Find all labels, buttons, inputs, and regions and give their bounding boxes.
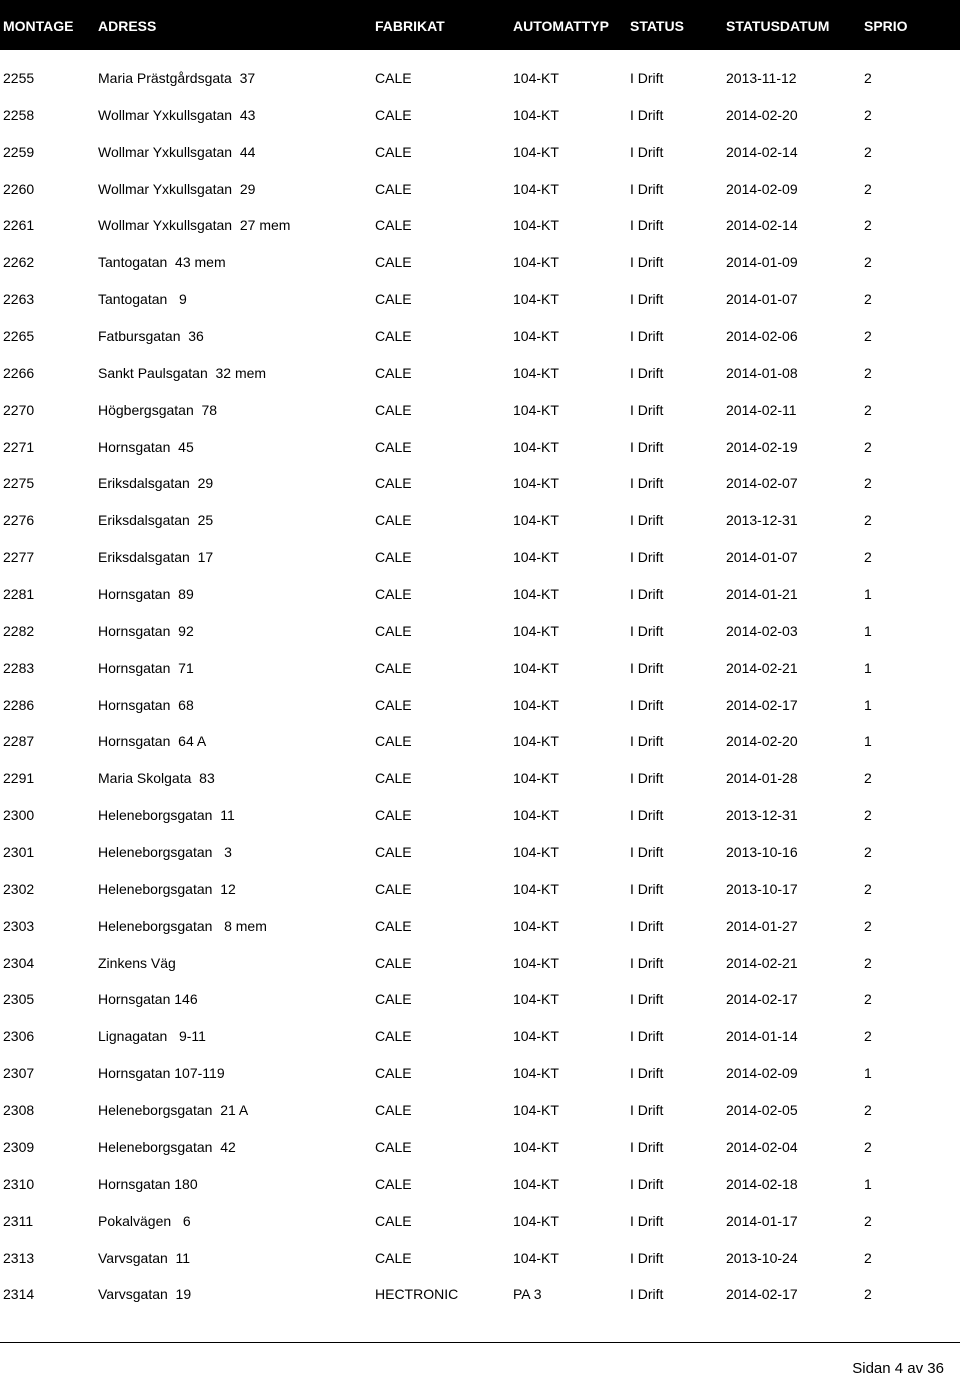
cell-automattyp: 104-KT xyxy=(513,1249,559,1266)
cell-status: I Drift xyxy=(630,438,664,455)
cell-sprio: 2 xyxy=(864,1138,872,1155)
cell-automattyp: 104-KT xyxy=(513,1065,559,1082)
cell-statusdatum: 2014-02-19 xyxy=(726,438,798,455)
cell-automattyp: 104-KT xyxy=(513,770,559,787)
cell-status: I Drift xyxy=(630,622,664,639)
cell-montage: 2258 xyxy=(3,106,35,123)
cell-fabrikat: CALE xyxy=(375,659,412,676)
cell-statusdatum: 2014-01-08 xyxy=(726,364,798,381)
cell-montage: 2265 xyxy=(3,328,35,345)
table-row xyxy=(0,1203,960,1240)
cell-sprio: 2 xyxy=(864,143,872,160)
cell-montage: 2306 xyxy=(3,1028,35,1045)
cell-adress: Sankt Paulsgatan 32 mem xyxy=(98,364,267,381)
cell-automattyp: 104-KT xyxy=(513,586,559,603)
cell-fabrikat: HECTRONIC xyxy=(375,1286,459,1303)
cell-montage: 2255 xyxy=(3,70,35,86)
cell-fabrikat: CALE xyxy=(375,106,412,123)
cell-automattyp: 104-KT xyxy=(513,1212,559,1229)
table-row xyxy=(0,908,960,945)
cell-statusdatum: 2014-01-28 xyxy=(726,770,798,787)
column-header-adress: ADRESS xyxy=(98,18,157,34)
cell-sprio: 2 xyxy=(864,512,872,529)
cell-montage: 2266 xyxy=(3,364,35,381)
cell-adress: Eriksdalsgatan 29 xyxy=(98,475,214,492)
cell-montage: 2262 xyxy=(3,254,35,271)
cell-sprio: 2 xyxy=(864,1102,872,1119)
cell-status: I Drift xyxy=(630,917,664,934)
cell-sprio: 2 xyxy=(864,991,872,1008)
cell-sprio: 2 xyxy=(864,254,872,271)
table-row xyxy=(0,539,960,576)
cell-fabrikat: CALE xyxy=(375,1212,412,1229)
cell-status: I Drift xyxy=(630,180,664,197)
cell-status: I Drift xyxy=(630,1138,664,1155)
footer-divider xyxy=(0,1342,960,1343)
column-header-automattyp: AUTOMATTYP xyxy=(513,18,609,34)
cell-adress: Hornsgatan 64 A xyxy=(98,733,207,750)
table-row xyxy=(0,171,960,208)
cell-adress: Pokalvägen 6 xyxy=(98,1212,191,1229)
cell-automattyp: 104-KT xyxy=(513,143,559,160)
cell-montage: 2309 xyxy=(3,1138,35,1155)
cell-sprio: 1 xyxy=(864,659,872,676)
cell-montage: 2270 xyxy=(3,401,35,418)
cell-montage: 2310 xyxy=(3,1175,35,1192)
cell-automattyp: 104-KT xyxy=(513,696,559,713)
cell-fabrikat: CALE xyxy=(375,1102,412,1119)
page-number: Sidan 4 av 36 xyxy=(852,1360,944,1377)
table-header xyxy=(0,0,960,50)
cell-adress: Varvsgatan 19 xyxy=(98,1286,192,1303)
cell-adress: Hornsgatan 180 xyxy=(98,1175,198,1192)
cell-status: I Drift xyxy=(630,475,664,492)
cell-statusdatum: 2014-01-17 xyxy=(726,1212,798,1229)
cell-adress: Hornsgatan 71 xyxy=(98,659,194,676)
cell-status: I Drift xyxy=(630,217,664,234)
cell-adress: Maria Prästgårdsgata 37 xyxy=(98,70,256,86)
cell-automattyp: 104-KT xyxy=(513,180,559,197)
table-row xyxy=(0,1240,960,1277)
cell-montage: 2308 xyxy=(3,1102,35,1119)
cell-sprio: 2 xyxy=(864,844,872,861)
column-header-status: STATUS xyxy=(630,18,684,34)
cell-adress: Fatbursgatan 36 xyxy=(98,328,204,345)
cell-automattyp: 104-KT xyxy=(513,254,559,271)
cell-sprio: 1 xyxy=(864,733,872,750)
cell-statusdatum: 2014-02-20 xyxy=(726,106,798,123)
cell-fabrikat: CALE xyxy=(375,401,412,418)
cell-fabrikat: CALE xyxy=(375,438,412,455)
cell-statusdatum: 2013-10-16 xyxy=(726,844,798,861)
cell-fabrikat: CALE xyxy=(375,254,412,271)
cell-status: I Drift xyxy=(630,143,664,160)
cell-status: I Drift xyxy=(630,1175,664,1192)
cell-statusdatum: 2014-01-07 xyxy=(726,291,798,308)
cell-montage: 2301 xyxy=(3,844,35,861)
cell-status: I Drift xyxy=(630,991,664,1008)
cell-status: I Drift xyxy=(630,549,664,566)
cell-fabrikat: CALE xyxy=(375,844,412,861)
table-row xyxy=(0,355,960,392)
cell-statusdatum: 2013-11-12 xyxy=(726,70,797,86)
cell-status: I Drift xyxy=(630,512,664,529)
cell-automattyp: 104-KT xyxy=(513,844,559,861)
cell-fabrikat: CALE xyxy=(375,1028,412,1045)
table-row xyxy=(0,576,960,613)
cell-fabrikat: CALE xyxy=(375,1249,412,1266)
cell-fabrikat: CALE xyxy=(375,1065,412,1082)
cell-sprio: 2 xyxy=(864,1212,872,1229)
cell-statusdatum: 2014-02-05 xyxy=(726,1102,798,1119)
cell-statusdatum: 2014-01-21 xyxy=(726,586,798,603)
cell-montage: 2259 xyxy=(3,143,35,160)
table-row xyxy=(0,650,960,687)
cell-montage: 2302 xyxy=(3,880,35,897)
cell-automattyp: 104-KT xyxy=(513,106,559,123)
cell-sprio: 2 xyxy=(864,475,872,492)
cell-fabrikat: CALE xyxy=(375,1175,412,1192)
cell-status: I Drift xyxy=(630,586,664,603)
cell-status: I Drift xyxy=(630,70,664,86)
cell-montage: 2281 xyxy=(3,586,35,603)
cell-automattyp: 104-KT xyxy=(513,954,559,971)
cell-fabrikat: CALE xyxy=(375,1138,412,1155)
cell-statusdatum: 2014-02-17 xyxy=(726,1286,798,1303)
table-row xyxy=(0,1166,960,1203)
table-row xyxy=(0,318,960,355)
cell-adress: Högbergsgatan 78 xyxy=(98,401,218,418)
cell-fabrikat: CALE xyxy=(375,364,412,381)
table-row xyxy=(0,834,960,871)
cell-status: I Drift xyxy=(630,106,664,123)
cell-adress: Lignagatan 9-11 xyxy=(98,1028,206,1045)
cell-statusdatum: 2013-12-31 xyxy=(726,512,798,529)
cell-automattyp: 104-KT xyxy=(513,622,559,639)
cell-status: I Drift xyxy=(630,1249,664,1266)
cell-status: I Drift xyxy=(630,254,664,271)
cell-automattyp: 104-KT xyxy=(513,401,559,418)
cell-montage: 2311 xyxy=(3,1212,34,1229)
cell-status: I Drift xyxy=(630,1065,664,1082)
column-header-sprio: SPRIO xyxy=(864,18,908,34)
cell-adress: Heleneborgsgatan 12 xyxy=(98,880,236,897)
table-body xyxy=(0,60,960,1313)
cell-status: I Drift xyxy=(630,696,664,713)
table-row xyxy=(0,97,960,134)
cell-status: I Drift xyxy=(630,844,664,861)
cell-automattyp: 104-KT xyxy=(513,291,559,308)
cell-montage: 2305 xyxy=(3,991,35,1008)
cell-fabrikat: CALE xyxy=(375,512,412,529)
table-row xyxy=(0,244,960,281)
table-row xyxy=(0,760,960,797)
cell-automattyp: PA 3 xyxy=(513,1286,542,1303)
cell-status: I Drift xyxy=(630,1286,664,1303)
cell-adress: Hornsgatan 68 xyxy=(98,696,194,713)
cell-automattyp: 104-KT xyxy=(513,512,559,529)
cell-montage: 2291 xyxy=(3,770,35,787)
cell-statusdatum: 2013-10-17 xyxy=(726,880,798,897)
table-row xyxy=(0,465,960,502)
table-row xyxy=(0,429,960,466)
cell-adress: Hornsgatan 146 xyxy=(98,991,198,1008)
table-row xyxy=(0,281,960,318)
cell-adress: Hornsgatan 107-119 xyxy=(98,1065,225,1082)
cell-montage: 2275 xyxy=(3,475,35,492)
cell-automattyp: 104-KT xyxy=(513,328,559,345)
cell-sprio: 2 xyxy=(864,954,872,971)
cell-fabrikat: CALE xyxy=(375,991,412,1008)
cell-sprio: 2 xyxy=(864,438,872,455)
cell-statusdatum: 2014-02-14 xyxy=(726,217,798,234)
cell-automattyp: 104-KT xyxy=(513,1102,559,1119)
cell-status: I Drift xyxy=(630,733,664,750)
cell-montage: 2287 xyxy=(3,733,35,750)
cell-fabrikat: CALE xyxy=(375,217,412,234)
cell-statusdatum: 2014-01-09 xyxy=(726,254,798,271)
cell-montage: 2283 xyxy=(3,659,35,676)
cell-statusdatum: 2014-02-17 xyxy=(726,696,798,713)
cell-statusdatum: 2014-01-07 xyxy=(726,549,798,566)
cell-sprio: 1 xyxy=(864,1175,872,1192)
cell-status: I Drift xyxy=(630,770,664,787)
cell-fabrikat: CALE xyxy=(375,622,412,639)
cell-adress: Wollmar Yxkullsgatan 27 mem xyxy=(98,217,291,234)
cell-sprio: 2 xyxy=(864,401,872,418)
cell-status: I Drift xyxy=(630,328,664,345)
cell-automattyp: 104-KT xyxy=(513,438,559,455)
cell-statusdatum: 2014-02-11 xyxy=(726,401,797,418)
cell-montage: 2314 xyxy=(3,1286,35,1303)
cell-fabrikat: CALE xyxy=(375,807,412,824)
cell-fabrikat: CALE xyxy=(375,70,412,86)
cell-automattyp: 104-KT xyxy=(513,70,559,86)
cell-fabrikat: CALE xyxy=(375,180,412,197)
cell-montage: 2271 xyxy=(3,438,35,455)
cell-status: I Drift xyxy=(630,1212,664,1229)
cell-montage: 2282 xyxy=(3,622,35,639)
cell-sprio: 2 xyxy=(864,364,872,381)
cell-fabrikat: CALE xyxy=(375,954,412,971)
cell-statusdatum: 2014-02-04 xyxy=(726,1138,798,1155)
cell-automattyp: 104-KT xyxy=(513,217,559,234)
cell-sprio: 1 xyxy=(864,586,872,603)
cell-statusdatum: 2013-12-31 xyxy=(726,807,798,824)
cell-fabrikat: CALE xyxy=(375,696,412,713)
cell-sprio: 2 xyxy=(864,328,872,345)
table-row xyxy=(0,1276,960,1313)
cell-status: I Drift xyxy=(630,659,664,676)
cell-montage: 2313 xyxy=(3,1249,35,1266)
column-header-montage: MONTAGE xyxy=(3,18,74,34)
cell-statusdatum: 2014-02-21 xyxy=(726,659,798,676)
cell-adress: Heleneborgsgatan 3 xyxy=(98,844,232,861)
cell-statusdatum: 2014-02-17 xyxy=(726,991,798,1008)
cell-automattyp: 104-KT xyxy=(513,733,559,750)
column-header-fabrikat: FABRIKAT xyxy=(375,18,445,34)
cell-montage: 2304 xyxy=(3,954,35,971)
cell-adress: Wollmar Yxkullsgatan 44 xyxy=(98,143,256,160)
cell-fabrikat: CALE xyxy=(375,291,412,308)
cell-adress: Hornsgatan 89 xyxy=(98,586,194,603)
cell-automattyp: 104-KT xyxy=(513,659,559,676)
cell-fabrikat: CALE xyxy=(375,549,412,566)
cell-statusdatum: 2014-02-09 xyxy=(726,180,798,197)
cell-automattyp: 104-KT xyxy=(513,549,559,566)
table-row xyxy=(0,687,960,724)
table-row xyxy=(0,981,960,1018)
cell-automattyp: 104-KT xyxy=(513,1138,559,1155)
cell-adress: Eriksdalsgatan 17 xyxy=(98,549,214,566)
cell-statusdatum: 2014-02-20 xyxy=(726,733,798,750)
cell-montage: 2277 xyxy=(3,549,35,566)
cell-automattyp: 104-KT xyxy=(513,880,559,897)
cell-status: I Drift xyxy=(630,401,664,418)
table-row xyxy=(0,1018,960,1055)
cell-fabrikat: CALE xyxy=(375,586,412,603)
cell-sprio: 2 xyxy=(864,1028,872,1045)
cell-adress: Hornsgatan 45 xyxy=(98,438,194,455)
cell-adress: Heleneborgsgatan 11 xyxy=(98,807,235,824)
cell-sprio: 2 xyxy=(864,549,872,566)
cell-adress: Heleneborgsgatan 42 xyxy=(98,1138,236,1155)
cell-automattyp: 104-KT xyxy=(513,1028,559,1045)
cell-sprio: 1 xyxy=(864,622,872,639)
cell-sprio: 2 xyxy=(864,770,872,787)
table-row xyxy=(0,502,960,539)
cell-fabrikat: CALE xyxy=(375,917,412,934)
table-row xyxy=(0,392,960,429)
cell-statusdatum: 2014-02-07 xyxy=(726,475,798,492)
table-row xyxy=(0,1129,960,1166)
cell-status: I Drift xyxy=(630,880,664,897)
cell-sprio: 1 xyxy=(864,1065,872,1082)
cell-sprio: 2 xyxy=(864,70,872,86)
cell-adress: Heleneborgsgatan 8 mem xyxy=(98,917,267,934)
cell-statusdatum: 2014-01-14 xyxy=(726,1028,798,1045)
cell-status: I Drift xyxy=(630,1102,664,1119)
cell-adress: Hornsgatan 92 xyxy=(98,622,194,639)
cell-automattyp: 104-KT xyxy=(513,364,559,381)
cell-status: I Drift xyxy=(630,1028,664,1045)
table-row xyxy=(0,1092,960,1129)
cell-sprio: 2 xyxy=(864,180,872,197)
table-row xyxy=(0,945,960,982)
cell-sprio: 2 xyxy=(864,917,872,934)
cell-fabrikat: CALE xyxy=(375,475,412,492)
cell-automattyp: 104-KT xyxy=(513,807,559,824)
cell-montage: 2276 xyxy=(3,512,35,529)
cell-sprio: 2 xyxy=(864,1249,872,1266)
cell-fabrikat: CALE xyxy=(375,328,412,345)
cell-adress: Heleneborgsgatan 21 A xyxy=(98,1102,249,1119)
column-header-statusdatum: STATUSDATUM xyxy=(726,18,830,34)
cell-fabrikat: CALE xyxy=(375,770,412,787)
table-row xyxy=(0,207,960,244)
cell-montage: 2303 xyxy=(3,917,35,934)
cell-adress: Maria Skolgata 83 xyxy=(98,770,215,787)
table-row xyxy=(0,60,960,97)
cell-sprio: 2 xyxy=(864,807,872,824)
cell-sprio: 2 xyxy=(864,291,872,308)
cell-montage: 2286 xyxy=(3,696,35,713)
cell-montage: 2300 xyxy=(3,807,35,824)
cell-fabrikat: CALE xyxy=(375,733,412,750)
cell-sprio: 2 xyxy=(864,106,872,123)
cell-automattyp: 104-KT xyxy=(513,475,559,492)
cell-fabrikat: CALE xyxy=(375,143,412,160)
cell-statusdatum: 2013-10-24 xyxy=(726,1249,798,1266)
cell-automattyp: 104-KT xyxy=(513,1175,559,1192)
cell-statusdatum: 2014-02-03 xyxy=(726,622,798,639)
cell-status: I Drift xyxy=(630,364,664,381)
cell-adress: Tantogatan 9 xyxy=(98,291,187,308)
table-row xyxy=(0,134,960,171)
cell-status: I Drift xyxy=(630,807,664,824)
cell-adress: Wollmar Yxkullsgatan 29 xyxy=(98,180,256,197)
table-row xyxy=(0,797,960,834)
cell-montage: 2261 xyxy=(3,217,35,234)
cell-sprio: 1 xyxy=(864,696,872,713)
cell-adress: Eriksdalsgatan 25 xyxy=(98,512,214,529)
cell-statusdatum: 2014-02-18 xyxy=(726,1175,798,1192)
cell-statusdatum: 2014-02-06 xyxy=(726,328,798,345)
table-row xyxy=(0,871,960,908)
table-row xyxy=(0,1055,960,1092)
cell-automattyp: 104-KT xyxy=(513,991,559,1008)
cell-statusdatum: 2014-01-27 xyxy=(726,917,798,934)
cell-statusdatum: 2014-02-21 xyxy=(726,954,798,971)
cell-sprio: 2 xyxy=(864,1286,872,1303)
cell-sprio: 2 xyxy=(864,880,872,897)
cell-statusdatum: 2014-02-14 xyxy=(726,143,798,160)
cell-fabrikat: CALE xyxy=(375,880,412,897)
cell-adress: Zinkens Väg xyxy=(98,954,176,971)
table-row xyxy=(0,613,960,650)
cell-montage: 2263 xyxy=(3,291,35,308)
cell-montage: 2260 xyxy=(3,180,35,197)
cell-status: I Drift xyxy=(630,954,664,971)
cell-adress: Tantogatan 43 mem xyxy=(98,254,226,271)
cell-status: I Drift xyxy=(630,291,664,308)
table-row xyxy=(0,723,960,760)
cell-sprio: 2 xyxy=(864,217,872,234)
cell-adress: Varvsgatan 11 xyxy=(98,1249,191,1266)
cell-montage: 2307 xyxy=(3,1065,35,1082)
cell-statusdatum: 2014-02-09 xyxy=(726,1065,798,1082)
cell-adress: Wollmar Yxkullsgatan 43 xyxy=(98,106,256,123)
cell-automattyp: 104-KT xyxy=(513,917,559,934)
